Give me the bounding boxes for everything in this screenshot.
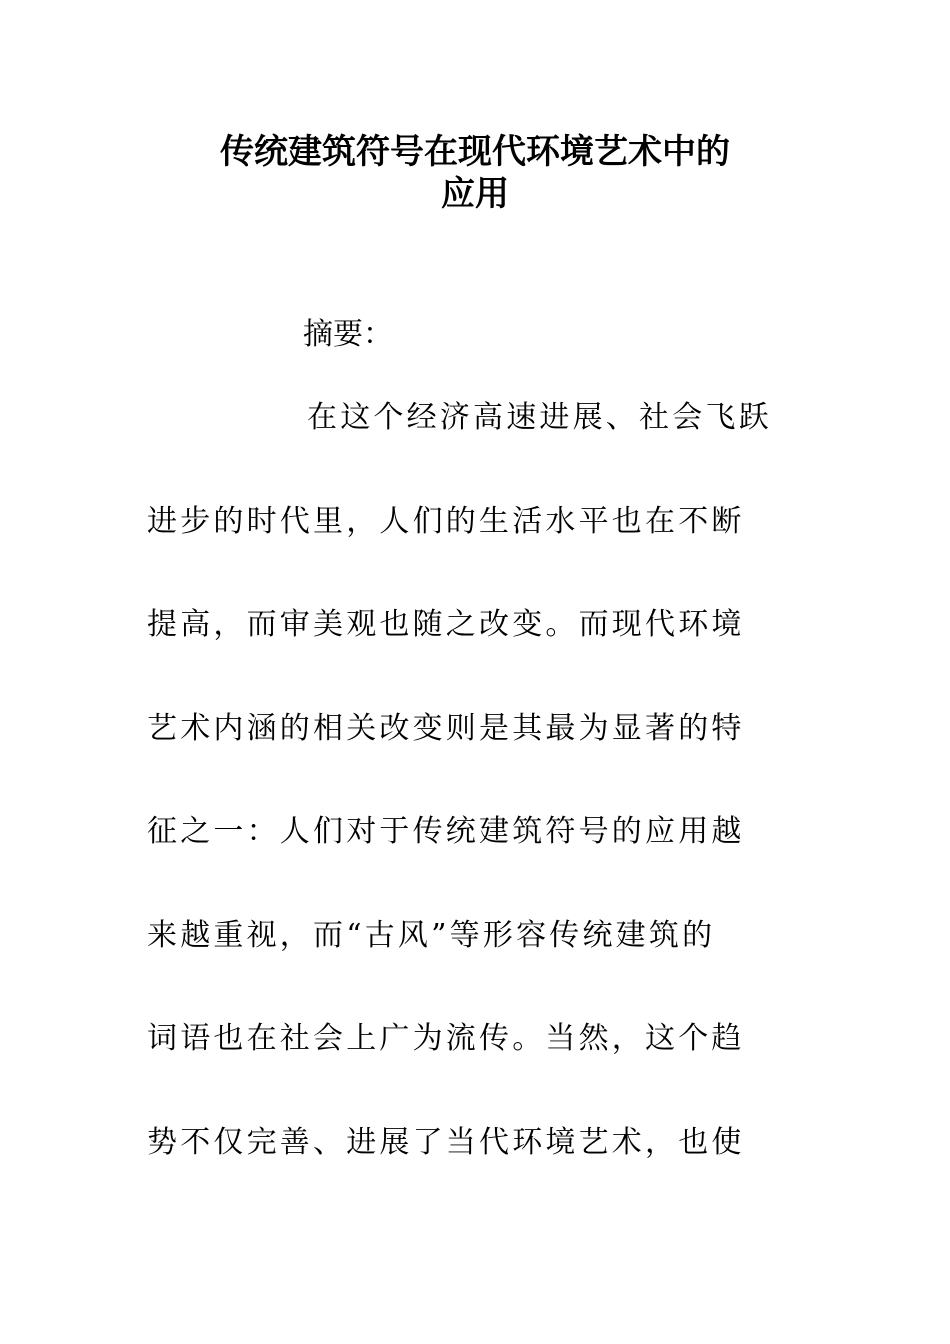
paragraph-line: 艺术内涵的相关改变则是其最为显著的特 <box>147 710 745 746</box>
abstract-label: 摘要： <box>303 317 393 352</box>
paragraph-line: 征之一：人们对于传统建筑符号的应用越 <box>147 814 745 849</box>
paragraph-line: 在这个经济高速进展、社会飞跃 <box>307 400 772 435</box>
title-line: 传统建筑符号在现代环境艺术中的 <box>220 132 730 172</box>
abstract-paragraph <box>147 400 807 1228</box>
paragraph-line: 进步的时代里，人们的生活水平也在不断 <box>147 503 745 539</box>
paragraph-line: 来越重视，而“古风”等形容传统建筑的 <box>147 917 716 953</box>
paragraph-line: 词语也在社会上广为流传。当然，这个趋 <box>147 1021 745 1056</box>
document-title <box>130 131 820 215</box>
paragraph-line: 势不仅完善、进展了当代环境艺术，也使 <box>147 1124 745 1160</box>
paragraph-line: 提高，而审美观也随之改变。而现代环境 <box>147 607 745 642</box>
title-line: 应用 <box>441 174 509 214</box>
